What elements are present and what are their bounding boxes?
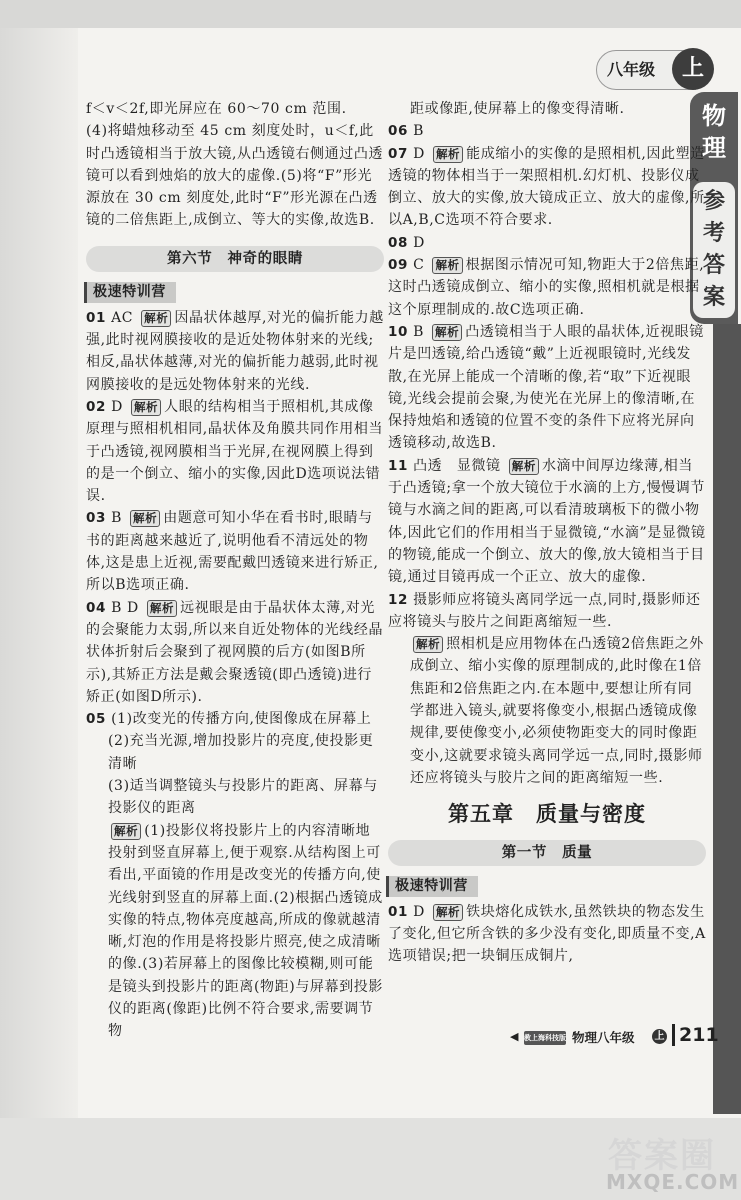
answer-item (388, 254, 706, 321)
answer-value: 凸透 显微镜 (413, 457, 501, 474)
answer-item (86, 708, 384, 730)
answer-value: B (111, 599, 122, 616)
answer-item (86, 396, 384, 507)
question-number: 03 (86, 510, 106, 527)
analysis-text: 能成缩小的实像的是照相机,因此塑造透镜的物体相当于一架照相机.幻灯机、投影仪成倒立、放大的实像,放大镜成正立、放大的虚像,所以A,B,C选项不符合要求. (388, 145, 705, 229)
page-footer (510, 1024, 719, 1050)
training-label: 极速特训营 (84, 282, 176, 303)
answer-char: 考 (702, 221, 725, 246)
answer-item (388, 232, 706, 254)
answer-value: 摄影师应将镜头离同学远一点,同时,摄影师还应将镜头与胶片之间距离缩短一些. (388, 591, 701, 630)
question-number: 01 (388, 903, 408, 920)
analysis-tag: 解析 (433, 146, 463, 163)
analysis-text: 凸透镜相当于人眼的晶状体,近视眼镜片是凹透镜,给凸透镜“戴”上近视眼镜时,光线发散,在光屏上能成一个清晰的像,若“取”下近视眼镜,光线会提前会聚,为使光在光屏上的像清晰,在保持烛焰和透镜的位置不变的条件下应将光屏向透镜移动,故选B. (388, 323, 704, 452)
answer-value: D (111, 398, 123, 415)
answer-value: (3)适当调整镜头与投影片的距离、屏幕与投影仪的距离 (108, 778, 378, 817)
watermark-text: 答案圈 (608, 1136, 716, 1176)
analysis-text: 由题意可知小华在看书时,眼睛与书的距离越来越近了,说明他看不清远处的物体,这是患上近视,需要配戴凹透镜来进行矫正,所以B选项正确. (86, 510, 379, 594)
answer-item (388, 901, 706, 968)
analysis-text: 因晶状体越厚,对光的偏折能力越强,此时视网膜接收的是近处物体射来的光线;相反,晶状体越薄,对光的偏折能力越弱,此时视网膜接收的是远处物体射来的光线. (86, 309, 384, 393)
page-number: 211 (672, 1024, 719, 1046)
analysis-text: 铁块熔化成铁水,虽然铁块的物态发生了变化,但它所含铁的多少没有变化,即质量不变,A选项错误;把一块铜压成铜片, (388, 903, 706, 965)
answer-value: (2)充当光源,增加投影片的亮度,使投影更清晰 (108, 733, 374, 772)
answer-item (388, 455, 706, 589)
answer-char: 参 (702, 189, 725, 214)
question-number: 07 (388, 145, 408, 162)
analysis-tag: 解析 (147, 600, 177, 617)
left-margin-shadow (0, 28, 78, 1168)
analysis-tag: 解析 (111, 823, 141, 840)
question-number: 04 (86, 599, 106, 616)
section-title: 第一节 质量 (388, 840, 706, 866)
watermark (590, 1128, 740, 1198)
question-number: 10 (388, 323, 408, 340)
left-column (86, 98, 384, 1043)
book-title: 物理八年级 (572, 1030, 635, 1045)
analysis-text: 根据图示情况可知,物距大于2倍焦距,这时凸透镜成倒立、缩小的实像,照相机就是根据这个原理制成的.故C选项正确. (388, 257, 705, 318)
grade-text: 八年级 (607, 60, 656, 79)
answer-item (388, 321, 706, 455)
analysis-tag: 解析 (131, 399, 161, 416)
answer-value: D (413, 234, 425, 251)
analysis-tag: 解析 (432, 324, 462, 341)
answer-item (86, 507, 384, 596)
arrow-left-icon: ◀ (510, 1030, 519, 1043)
question-number: 05 (86, 711, 106, 728)
answer-value: C (413, 257, 425, 274)
answer-value: D (127, 599, 139, 616)
question-number: 01 (86, 309, 106, 326)
answer-item (86, 307, 384, 396)
question-number: 12 (388, 591, 408, 608)
side-strip (713, 324, 741, 1114)
term-badge: 上 (672, 48, 714, 90)
answer-item (86, 597, 384, 708)
continued-text: (4)将蜡烛移动至 45 cm 刻度处时，u＜f,此时凸透镜相当于放大镜,从凸透镜右侧通过凸透镜可以看到烛焰的放大的虚像.(5)将“F”形光源放在 30 cm 刻度处,此时“F”形光源在凸透镜的二倍焦距上,成倒立、等大的实像,故选B. (86, 123, 384, 229)
answer-value: B (413, 123, 424, 140)
subject-char: 理 (702, 134, 726, 162)
answer-value: AC (111, 309, 134, 326)
answer-char: 答 (702, 253, 725, 278)
answer-item (388, 633, 706, 789)
question-number: 08 (388, 234, 408, 251)
analysis-text: 水滴中间厚边缘薄,相当于凸透镜;拿一个放大镜位于水滴的上方,慢慢调节镜与水滴之间的距离,可以看清玻璃板下的微小物体,因此它们的作用相当于显微镜,“水滴”是显微镜的物镜,能成一个倒立、放大的像,放大镜相当于目镜,通过目镜再成一个正立、放大的虚像. (388, 457, 706, 586)
analysis-tag: 解析 (433, 904, 463, 921)
right-column (388, 98, 706, 967)
question-number: 11 (388, 457, 408, 474)
analysis-text: (1)投影仪将投影片上的内容清晰地投射到竖直屏幕上,便于观察.从结构图上可看出,平面镜的作用是改变光的传播方向,使光线射到竖直的屏幕上面.(2)根据凸透镜成实像的特点,物体亮度越高,所成的像就越清晰,灯泡的作用是将投影片照亮,使之成清晰的像.(3)若屏幕上的图像比较模糊,则可能是镜头到投影片的距离(物距)与屏幕到投影仪的距离(像距)比例不符合要求,需要调节物 (108, 822, 383, 1040)
chapter-title: 第五章 质量与密度 (448, 802, 646, 827)
answer-value: (1)改变光的传播方向,使图像成在屏幕上 (111, 711, 372, 728)
top-margin (0, 0, 741, 28)
answer-value: B (111, 510, 122, 527)
analysis-tag: 解析 (509, 458, 539, 475)
answer-value: D (413, 903, 425, 920)
watermark-url: MXQE.COM (606, 1170, 740, 1194)
analysis-tag: 解析 (413, 636, 443, 653)
continued-text: 距或像距,使屏幕上的像变得清晰. (410, 101, 625, 117)
term-badge-small: 上 (652, 1029, 667, 1044)
publisher-logo: 教上海科技版 (524, 1031, 566, 1045)
question-number: 06 (388, 123, 408, 140)
section-title: 第六节 神奇的眼睛 (86, 246, 384, 272)
answer-value: B (413, 323, 424, 340)
question-number: 09 (388, 257, 408, 274)
continued-text: f＜v＜2f,即光屏应在 60～70 cm 范围. (86, 101, 347, 117)
answer-char: 案 (702, 285, 725, 310)
analysis-text: 人眼的结构相当于照相机,其成像原理与照相机相同,晶状体及角膜共同作用相当于凸透镜,视网膜相当于光屏,在视网膜上得到的是一个倒立、缩小的实像,因此D选项说法错误. (86, 398, 384, 505)
question-number: 02 (86, 398, 106, 415)
subject-char: 物 (702, 102, 726, 130)
analysis-text: 照相机是应用物体在凸透镜2倍焦距之外成倒立、缩小实像的原理制成的,此时像在1倍焦距和2倍焦距之内.在本题中,要想让所有同学都进入镜头,就要将像变小,根据凸透镜成像规律,要使像变小,必须使物距变大的同时像距变小,这就要求镜头离同学远一点,同时,摄影师还应将镜头与胶片之间的距离缩短一些. (410, 636, 704, 786)
analysis-tag: 解析 (432, 257, 462, 274)
analysis-text: 远视眼是由于晶状体太薄,对光的会聚能力太弱,所以来自近处物体的光线经晶状体折射后会聚到了视网膜的后方(如图B所示),其矫正方法是戴会聚透镜(即凸透镜)进行矫正(如图D所示). (86, 599, 384, 705)
analysis-tag: 解析 (141, 310, 171, 327)
analysis-tag: 解析 (130, 510, 160, 527)
answer-item (86, 820, 384, 1043)
answer-item (388, 143, 706, 232)
answer-item (388, 589, 706, 634)
training-label: 极速特训营 (386, 876, 478, 897)
answer-value: D (413, 145, 425, 162)
answer-item (388, 120, 706, 142)
